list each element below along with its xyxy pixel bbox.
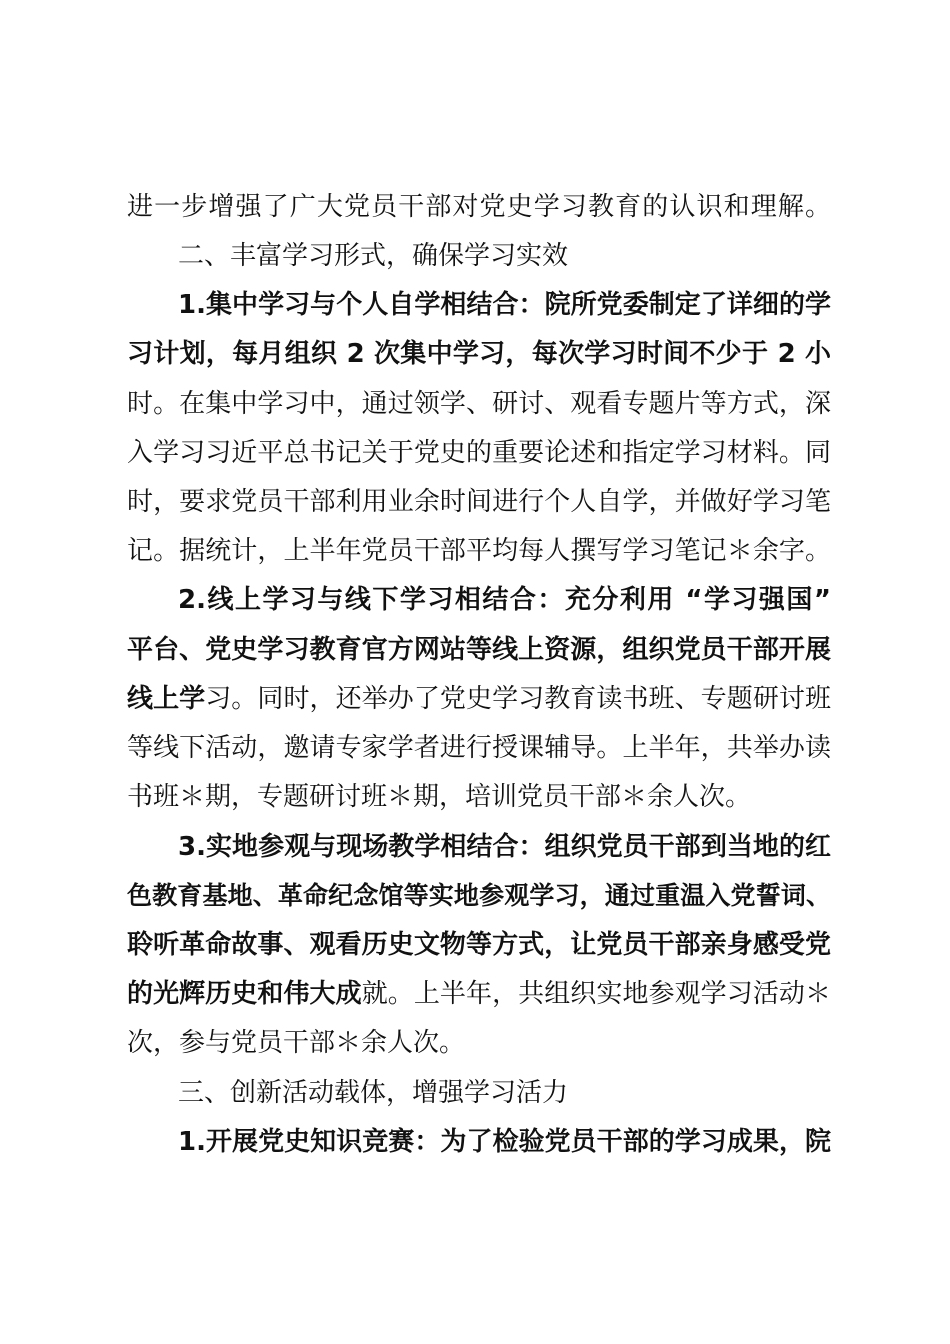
text-run-bold: 线上学 [127,684,206,714]
text-run: 时，要求党员干部利用业余时间进行个人自学，并做好学习笔 [127,487,831,517]
paragraph-line [127,384,831,424]
paragraph-line [127,531,831,571]
text-run: 习。同时，还举办了党史学习教育读书班、专题研讨班 [205,684,831,714]
paragraph-line [127,777,751,817]
subheading-line [127,334,831,374]
text-run: 书班＊期，专题研讨班＊期，培训党员干部＊余人次。 [127,782,752,812]
text-run: 等线下活动，邀请专家学者进行授课辅导。上半年，共举办读 [127,733,831,763]
text-run: 2.线上学习与线下学习相结合：充分利用 “学习强国” [178,585,831,615]
text-run: 二、丰富学习形式，确保学习实效 [178,241,569,271]
subheading-line [127,876,831,916]
paragraph-line [127,728,831,768]
subheading-line [178,285,831,325]
text-run: 聆听革命故事、观看历史文物等方式，让党员干部亲身感受党 [127,930,831,960]
text-run-bold: 的光辉历史和伟大成 [127,979,362,1009]
section-heading [178,236,568,276]
text-run: 1.集中学习与个人自学相结合：院所党委制定了详细的学 [178,290,831,320]
paragraph-line [127,187,831,227]
text-run: 三、创新活动载体，增强学习活力 [178,1078,569,1108]
text-run: 次，参与党员干部＊余人次。 [127,1028,466,1058]
subheading-line [178,827,831,867]
paragraph-line [127,974,831,1014]
text-run: 1.开展党史知识竞赛：为了检验党员干部的学习成果，院 [178,1127,831,1157]
text-run: 记。据统计，上半年党员干部平均每人撰写学习笔记＊余字。 [127,536,831,566]
text-run: 平台、党史学习教育官方网站等线上资源，组织党员干部开展 [127,635,831,665]
subheading-line [127,925,831,965]
subheading-line [178,1122,831,1162]
paragraph-line [127,482,831,522]
paragraph-line [127,679,831,719]
text-run: 入学习习近平总书记关于党史的重要论述和指定学习材料。同 [127,438,831,468]
text-run: 习计划，每月组织 2 次集中学习，每次学习时间不少于 2 小 [127,339,831,369]
paragraph-line [127,1023,465,1063]
subheading-line [127,630,831,670]
text-run: 时。在集中学习中，通过领学、研讨、观看专题片等方式，深 [127,389,831,419]
paragraph-line [127,433,831,473]
subheading-line [178,580,831,620]
text-run: 就。上半年，共组织实地参观学习活动＊ [361,979,831,1009]
section-heading [178,1073,568,1113]
text-run: 进一步增强了广大党员干部对党史学习教育的认识和理解。 [127,192,831,222]
text-run: 色教育基地、革命纪念馆等实地参观学习，通过重温入党誓词、 [127,881,831,910]
text-run: 3.实地参观与现场教学相结合：组织党员干部到当地的红 [178,832,831,862]
